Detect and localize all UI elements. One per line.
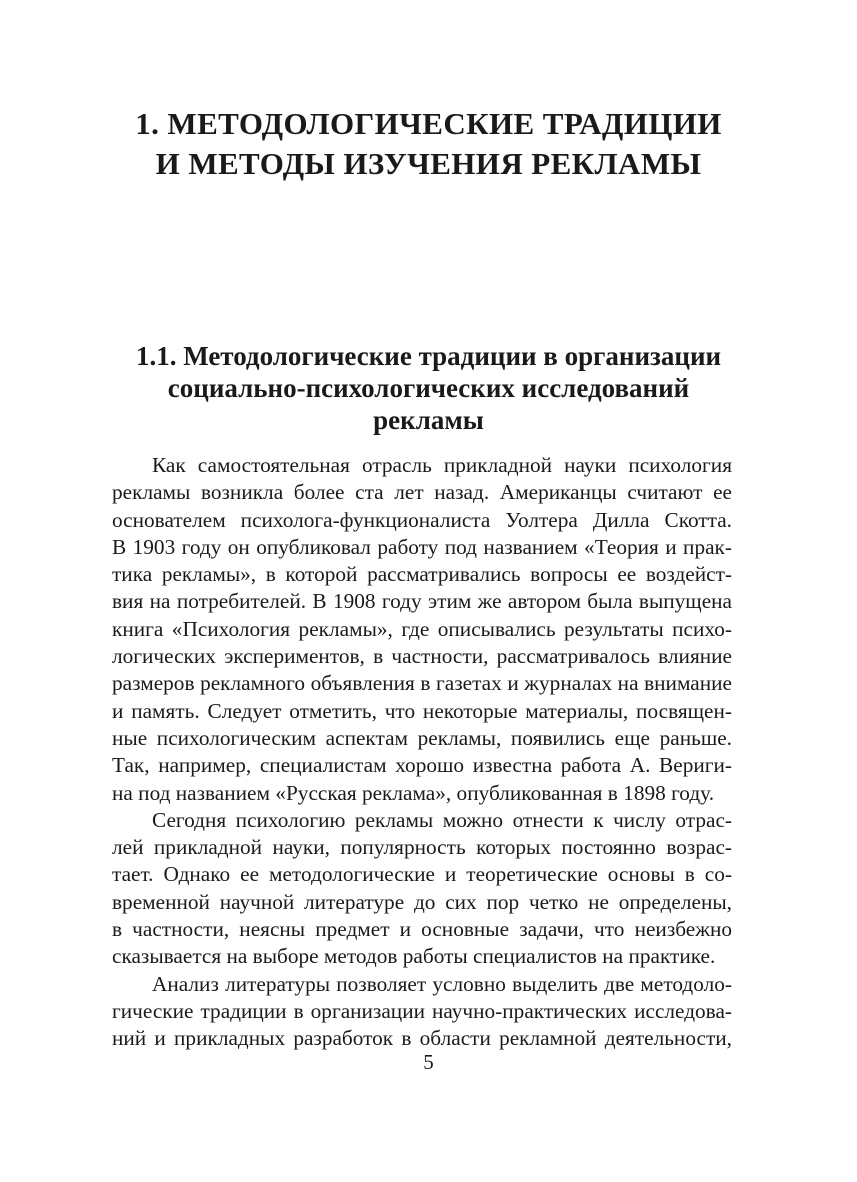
text-line: гические традиции в организации научно-практических исследова- (112, 998, 732, 1023)
text-line: тает. Однако ее методологические и теоретические основы в со- (112, 862, 732, 887)
text-line: ные психологическим аспектам рекламы, появились еще раньше. (112, 725, 732, 750)
page-number: 5 (423, 1050, 434, 1074)
text-line: сказывается на выборе методов работы специалистов на практике. (112, 944, 716, 969)
text-line: вия на потребителей. В 1908 году этим же автором была выпущена (112, 589, 732, 614)
text-line: Анализ литературы позволяет условно выделить две методоло- (152, 971, 732, 996)
body-text (112, 452, 732, 1053)
text-line: В 1903 году он опубликовал работу под названием «Теория и прак- (112, 534, 732, 559)
text-line: размеров рекламного объявления в газетах и журналах на внимание (112, 671, 732, 696)
text-line: временной научной литературе до сих пор четко не определены, (112, 889, 732, 914)
text-line: Так, например, специалистам хорошо известна работа А. Вериги- (112, 753, 732, 778)
text-line: основателем психолога-функционалиста Уолтера Дилла Скотта. (112, 507, 732, 532)
section-title-line: социально-психологических исследований (167, 373, 690, 403)
text-line: лей прикладной науки, популярность которых постоянно возрас- (112, 835, 732, 860)
chapter-title-line: 1. МЕТОДОЛОГИЧЕСКИЕ ТРАДИЦИИ (135, 106, 722, 141)
text-line: книга «Психология рекламы», где описывались результаты психо- (112, 616, 732, 641)
section-title-line: 1.1. Методологические традиции в организации (135, 341, 722, 371)
text-line: тика рекламы», в которой рассматривались вопросы ее воздейст- (112, 562, 732, 587)
chapter-title-line: И МЕТОДЫ ИЗУЧЕНИЯ РЕКЛАМЫ (155, 146, 702, 181)
text-line: ний и прикладных разработок в области рекламной деятельности, (112, 1026, 732, 1051)
section-title (0, 340, 857, 436)
text-line: Как самостоятельная отрасль прикладной науки психология (152, 453, 732, 477)
text-line: Сегодня психологию рекламы можно отнести к числу отрас- (152, 807, 732, 832)
text-line: рекламы возникла более ста лет назад. Американцы считают ее (112, 480, 732, 505)
text-line: логических экспериментов, в частности, рассматривалось влияние (112, 644, 732, 669)
chapter-title (0, 104, 857, 184)
section-title-line: рекламы (373, 405, 484, 435)
text-line: на под названием «Русская реклама», опубликованная в 1898 году. (112, 780, 715, 805)
text-line: и память. Следует отметить, что некоторые материалы, посвящен- (112, 698, 732, 723)
text-line: в частности, неясны предмет и основные задачи, что неизбежно (112, 917, 732, 942)
